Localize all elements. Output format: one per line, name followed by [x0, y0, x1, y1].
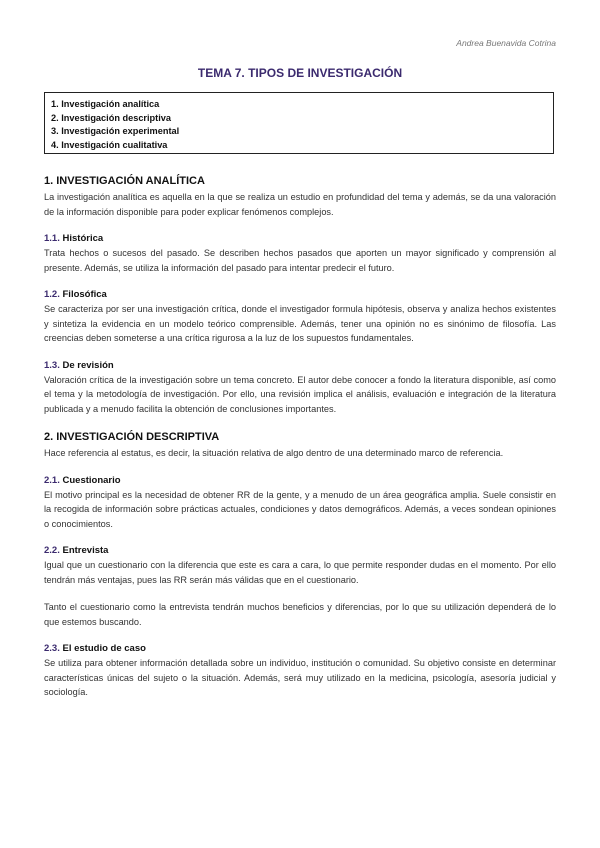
author-name: Andrea Buenavida Cotrina — [456, 38, 556, 48]
subsection-title: Entrevista — [62, 545, 109, 556]
subsection-title: El estudio de caso — [62, 643, 146, 654]
subsection-heading — [44, 359, 556, 373]
subsection-number: 1.3. — [44, 359, 60, 371]
subsection-heading — [44, 474, 556, 488]
toc-item: 1. Investigación analítica — [51, 99, 160, 109]
subsection-title: De revisión — [62, 359, 114, 371]
subsection-title: Filosófica — [62, 289, 107, 300]
subsection-number: 2.2. — [44, 545, 60, 556]
subsection-number: 2.1. — [44, 474, 60, 486]
section-intro: Hace referencia al estatus, es decir, la situación relativa de algo dentro de una determinado marco de referencia. — [44, 448, 504, 458]
section-heading: 1. INVESTIGACIÓN ANALÍTICA — [44, 175, 205, 187]
document-body — [44, 174, 556, 700]
table-of-contents — [44, 92, 554, 154]
subsection-number: 1.1. — [44, 233, 60, 244]
subsection-text: Se utiliza para obtener información detallada sobre un individuo, institución o comunidad. Su objetivo consiste en determinar características únicas del sujeto o la situación. Además, será muy utilizado en la medicina, psicología, asesoría judicial y sociología. — [44, 658, 556, 697]
section-intro: La investigación analítica es aquella en la que se realiza un estudio en profundidad del tema y además, se da una valoración de la información disponible para poder explicar fenómenos complejos. — [44, 192, 556, 217]
toc-item: 2. Investigación descriptiva — [51, 112, 171, 123]
subsection-heading — [44, 544, 556, 558]
subsection-text: El motivo principal es la necesidad de obtener RR de la gente, y a menudo de un área geográfica amplia. Suele consistir en la recogida de información sobre prácticas actuales, condiciones y datos demográficos. Además, a veces sondean opiniones o conocimientos. — [44, 489, 556, 529]
subsection-heading — [44, 232, 556, 246]
paragraph: Tanto el cuestionario como la entrevista tendrán muchos beneficios y diferencias, por lo que su utilización dependerá de lo que estemos buscando. — [44, 602, 556, 627]
subsection-heading — [44, 288, 556, 302]
page-title: TEMA 7. TIPOS DE INVESTIGACIÓN — [197, 66, 403, 80]
subsection-number: 1.2. — [44, 289, 60, 300]
subsection-heading — [44, 642, 556, 656]
subsection-text: Trata hechos o sucesos del pasado. Se describen hechos pasados que aporten un mayor significado y comprensión al presente. Además, se utiliza la información del pasado para intentar predecir el futuro. — [44, 248, 556, 273]
subsection-text: Valoración crítica de la investigación sobre un tema concreto. El autor debe conocer a fondo la literatura disponible, así como el tema y la metodología de investigación. Por ello, una revisión implica el análisis, evaluación e integración de la literatura publicada y a menudo facilita la obtención de conclusiones importantes. — [44, 374, 556, 414]
toc-item: 3. Investigación experimental — [51, 126, 180, 136]
subsection-text: Se caracteriza por ser una investigación crítica, donde el investigador formula hipótesis, observa y analiza hechos existentes y sintetiza la evidencia en un modelo teórico comprensible. Además, tener una opinión no es sinónimo de filosofía. Las creencias deben someterse a una crítica rigurosa a la luz de los supuestos fundamentales. — [44, 304, 556, 343]
section-heading: 2. INVESTIGACIÓN DESCRIPTIVA — [44, 431, 220, 443]
subsection-number: 2.3. — [44, 643, 60, 654]
subsection-title: Cuestionario — [62, 474, 121, 486]
subsection-text: Igual que un cuestionario con la diferencia que este es cara a cara, lo que permite responder dudas en el momento. Por ello tendrán más ventajas, pues las RR serán más válidas que en el cuestionario. — [44, 560, 556, 585]
toc-item: 4. Investigación cualitativa — [51, 139, 168, 150]
subsection-title: Histórica — [62, 233, 104, 244]
